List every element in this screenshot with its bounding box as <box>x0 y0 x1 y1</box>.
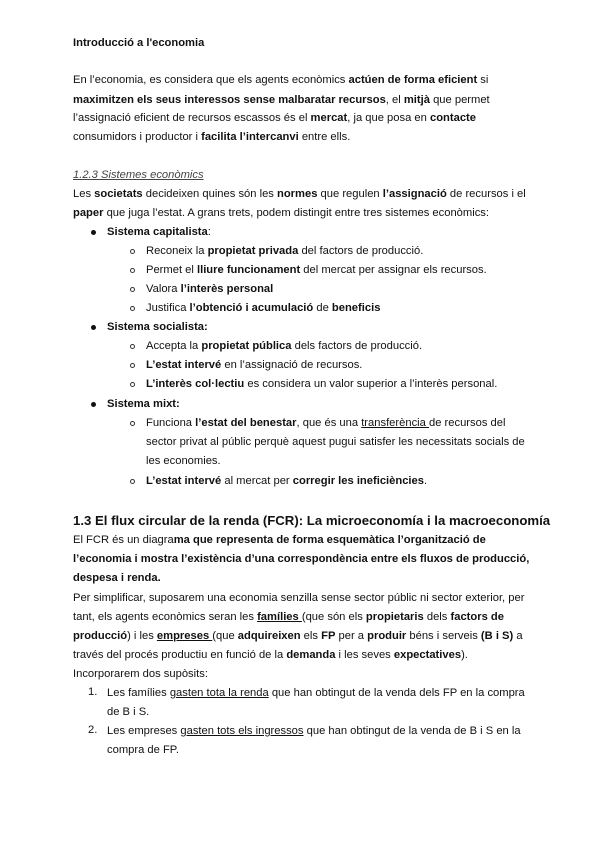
mixt-item-1-line-3: les economies. <box>146 455 221 467</box>
mixt-item-1-line-1: Funciona l’estat del benestar, que és una transferència de recursos del <box>146 417 506 429</box>
section-13-para2-line-2: tant, els agents econòmics seran les famílies (que són els propietaris dels factors de <box>73 611 504 623</box>
assumption-1-line-1: Les famílies gasten tota la renda que han obtingut de la venda dels FP en la compra <box>107 687 525 699</box>
section-123-para-line-1: Les societats decideixen quines són les normes que regulen l’assignació de recursos i el <box>73 188 526 200</box>
document-title: Introducció a l'economia <box>73 37 205 49</box>
bullet-circle <box>130 268 135 273</box>
socialista-item-1: Accepta la propietat pública dels factors de producció. <box>146 340 423 352</box>
section-123-heading: 1.2.3 Sistemes econòmics <box>73 169 204 181</box>
section-13-heading: 1.3 El flux circular de la renda (FCR): La microeconomía i la macroeconomía <box>73 513 551 528</box>
mixt-label: Sistema mixt: <box>107 398 180 410</box>
bullet-circle <box>130 306 135 311</box>
bullet-circle <box>130 479 135 484</box>
intro-line-1: En l’economia, es considera que els agents econòmics actúen de forma eficient si <box>73 74 489 86</box>
bullet-circle <box>130 363 135 368</box>
section-123-para-line-2: paper que juga l’estat. A grans trets, podem distingit entre tres sistemes econòmics: <box>73 207 490 219</box>
capitalista-item-2: Permet el lliure funcionament del mercat per assignar els recursos. <box>146 264 487 276</box>
intro-line-2: maximitzen els seus interessos sense malbaratar recursos, el mitjà que permet <box>73 94 490 106</box>
capitalista-item-3: Valora l’interès personal <box>146 283 274 295</box>
bullet-disc <box>91 325 96 330</box>
socialista-item-2: L’estat intervé en l’assignació de recursos. <box>146 359 363 371</box>
section-13-para2-line-3: producció) i les empreses (que adquireixen els FP per a produir béns i serveis (B i S) a <box>73 630 523 642</box>
bullet-circle <box>130 344 135 349</box>
section-13-para-line-3: despesa i renda. <box>73 572 161 584</box>
section-13-para-line-1: El FCR és un diagrama que representa de forma esquemàtica l’organització de <box>73 534 486 546</box>
assumption-2-line-1: Les empreses gasten tots els ingressos que han obtingut de la venda de B i S en la <box>107 725 521 737</box>
assumption-1-line-2: de B i S. <box>107 706 150 718</box>
bullet-circle <box>130 382 135 387</box>
bullet-circle <box>130 287 135 292</box>
bullet-circle <box>130 249 135 254</box>
intro-line-3: l’assignació eficient de recursos escassos és el mercat, ja que posa en contacte <box>73 112 476 124</box>
bullet-disc <box>91 402 96 407</box>
capitalista-item-4: Justifica l’obtenció i acumulació de beneficis <box>146 302 381 314</box>
section-13-para2-line-4: través del procés productiu en funció de la demanda i les seves expectatives). <box>73 649 468 661</box>
mixt-item-1-line-2: sector privat al públic perquè aquest pugui satisfer les necessitats socials de <box>146 436 525 448</box>
section-13-para2-line-5: Incorporarem dos supòsits: <box>73 668 208 680</box>
capitalista-label: Sistema capitalista: <box>107 226 211 238</box>
capitalista-item-1: Reconeix la propietat privada del factors de producció. <box>146 245 424 257</box>
bullet-circle <box>130 421 135 426</box>
socialista-label: Sistema socialista: <box>107 321 208 333</box>
bullet-disc <box>91 230 96 235</box>
section-13-para-line-2: l’economia i mostra l’existència d’una correspondència entre els fluxos de producció, <box>73 553 530 565</box>
socialista-item-3: L’interès col·lectiu es considera un valor superior a l’interès personal. <box>146 378 498 390</box>
list-number: 2. <box>88 724 98 736</box>
mixt-item-2: L’estat intervé al mercat per corregir les ineficiències. <box>146 475 428 487</box>
list-number: 1. <box>88 686 98 698</box>
intro-line-4: consumidors i productor i facilita l’intercanvi entre ells. <box>73 131 351 143</box>
assumption-2-line-2: compra de FP. <box>107 744 179 756</box>
section-13-para2-line-1: Per simplificar, suposarem una economia senzilla sense sector públic ni sector exterior, per <box>73 592 525 604</box>
